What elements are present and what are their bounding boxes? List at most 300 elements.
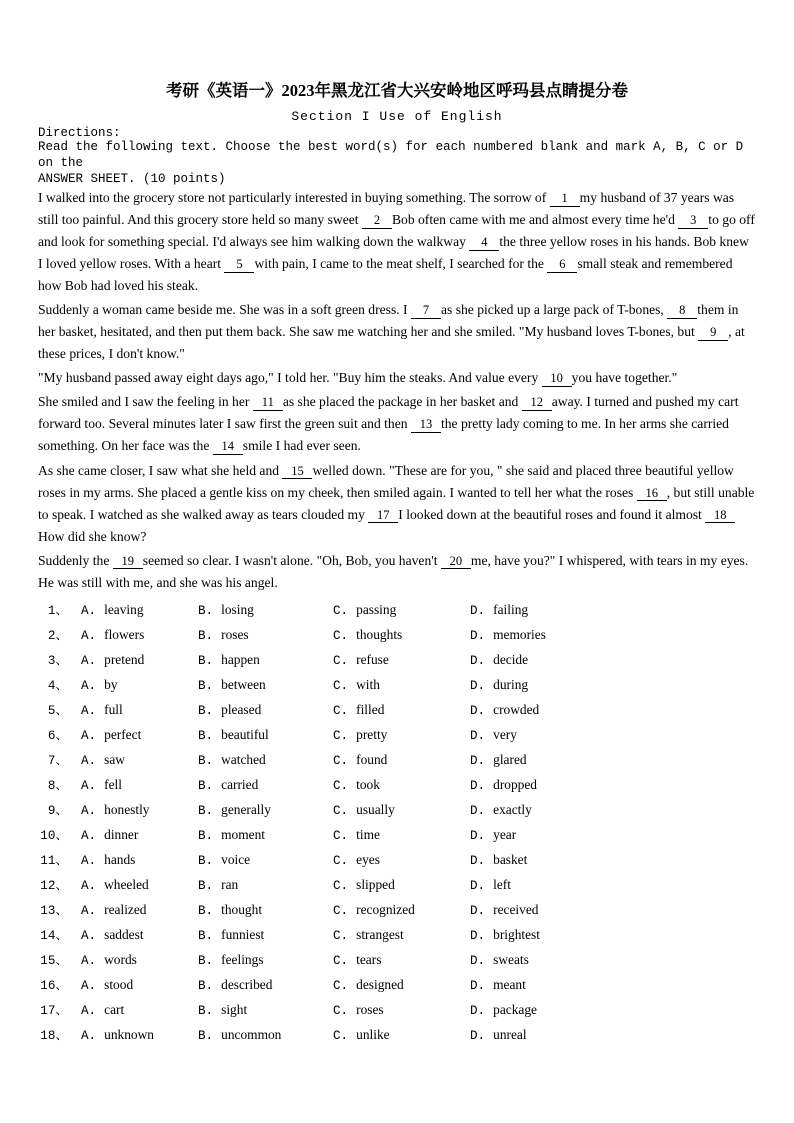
answer-option[interactable] <box>333 1003 470 1018</box>
option-text: recognized <box>356 901 415 917</box>
option-label: B. <box>198 703 214 718</box>
option-text: leaving <box>104 601 144 617</box>
passage-text: them in her basket, hesitated, and then put them back. She saw me watching her and she smiled. "My husband loves T-bones, but <box>38 302 739 340</box>
passage-paragraph <box>38 299 756 365</box>
option-label: B. <box>198 853 214 868</box>
option-text: thought <box>221 901 263 917</box>
option-label: C. <box>333 703 349 718</box>
question-row <box>38 1003 756 1028</box>
question-number: 10、 <box>40 828 68 843</box>
passage-paragraph <box>38 460 756 548</box>
question-number: 17、 <box>40 1003 68 1018</box>
cloze-blank-4[interactable]: 4 <box>469 236 499 251</box>
passage-text: with pain, I came to the meat shelf, I searched for the <box>254 256 544 272</box>
option-label: A. <box>81 1028 97 1043</box>
option-text: generally <box>221 801 271 817</box>
option-label: A. <box>81 803 97 818</box>
answer-option[interactable] <box>198 603 333 618</box>
option-label: B. <box>198 953 214 968</box>
question-row <box>38 703 756 728</box>
passage-text: you have together." <box>571 370 678 386</box>
option-text: unreal <box>493 1026 527 1042</box>
answer-option[interactable] <box>198 753 333 768</box>
option-label: D. <box>470 703 486 718</box>
passage-text: welled down. "These are for you, " she said and placed three beautiful yellow roses in my arms. She placed a gentle kiss on my cheek, then smiled again. I wanted to tell her what the roses <box>38 462 734 500</box>
answer-option[interactable] <box>470 653 610 668</box>
option-label: C. <box>333 1028 349 1043</box>
option-text: very <box>493 726 517 742</box>
option-label: B. <box>198 828 214 843</box>
option-label: A. <box>81 753 97 768</box>
answer-option[interactable] <box>81 753 198 768</box>
answer-option[interactable] <box>198 953 333 968</box>
cloze-blank-8[interactable]: 8 <box>667 304 697 319</box>
option-text: pretty <box>356 726 388 742</box>
option-label: C. <box>333 778 349 793</box>
cloze-blank-16[interactable]: 16 <box>637 487 667 502</box>
option-label: C. <box>333 953 349 968</box>
option-label: B. <box>198 903 214 918</box>
question-row <box>38 628 756 653</box>
option-text: meant <box>493 976 526 992</box>
option-label: D. <box>470 728 486 743</box>
answer-option[interactable] <box>81 953 198 968</box>
answer-option[interactable] <box>470 953 610 968</box>
passage-text: as she picked up a large pack of T-bones, <box>440 302 664 318</box>
option-label: B. <box>198 603 214 618</box>
answer-option[interactable] <box>198 1003 333 1018</box>
answer-option[interactable] <box>198 853 333 868</box>
passage-text: , but still unable to speak. I watched as she walked away as tears clouded my <box>38 484 755 522</box>
option-text: memories <box>493 626 546 642</box>
answer-option[interactable] <box>333 878 470 893</box>
passage-paragraph <box>38 367 756 389</box>
option-text: crowded <box>493 701 540 717</box>
answer-option[interactable] <box>333 828 470 843</box>
option-label: D. <box>470 978 486 993</box>
passage-text: As she came closer, I saw what she held and <box>38 462 280 478</box>
cloze-blank-9[interactable]: 9 <box>698 326 728 341</box>
option-text: beautiful <box>221 726 269 742</box>
answer-option[interactable] <box>81 803 198 818</box>
cloze-blank-13[interactable]: 13 <box>411 418 441 433</box>
section-heading: Section I Use of English <box>291 109 503 125</box>
cloze-blank-15[interactable]: 15 <box>282 465 312 480</box>
passage-text: seemed so clear. I wasn't alone. "Oh, Bob, you haven't <box>142 552 438 568</box>
cloze-blank-18[interactable]: 18 <box>705 509 735 524</box>
question-number: 2、 <box>47 628 68 643</box>
option-text: exactly <box>493 801 532 817</box>
option-text: stood <box>104 976 134 992</box>
option-label: C. <box>333 978 349 993</box>
option-text: flowers <box>104 626 145 642</box>
option-text: tears <box>356 951 382 967</box>
answer-option[interactable] <box>333 953 470 968</box>
passage-text: small steak and remembered how Bob had loved his steak. <box>38 256 733 294</box>
option-label: B. <box>198 878 214 893</box>
option-label: B. <box>198 653 214 668</box>
option-text: losing <box>221 601 254 617</box>
question-row <box>38 778 756 803</box>
passage-paragraph <box>38 391 756 457</box>
answer-option[interactable] <box>470 603 610 618</box>
option-label: D. <box>470 878 486 893</box>
answer-option[interactable] <box>333 678 470 693</box>
option-text: strangest <box>356 926 404 942</box>
directions-line-1: Read the following text. Choose the best word(s) for each numbered blank and mark A, B, C or D on the <box>38 140 744 171</box>
answer-option[interactable] <box>81 703 198 718</box>
question-number: 12、 <box>40 878 68 893</box>
option-text: thoughts <box>356 626 403 642</box>
passage-text: my husband of 37 years was still too painful. And this grocery store held so many sweet <box>38 190 735 228</box>
option-text: pretend <box>104 651 145 667</box>
option-label: D. <box>470 853 486 868</box>
answer-option[interactable] <box>333 903 470 918</box>
option-text: roses <box>221 626 249 642</box>
question-row <box>38 1028 756 1053</box>
answer-option[interactable] <box>470 728 610 743</box>
option-label: B. <box>198 928 214 943</box>
question-row <box>38 728 756 753</box>
option-text: by <box>104 676 118 692</box>
passage-text: , at these prices, I don't know." <box>38 324 745 362</box>
answer-option[interactable] <box>470 853 610 868</box>
option-text: eyes <box>356 851 380 867</box>
option-label: A. <box>81 728 97 743</box>
answer-option[interactable] <box>81 628 198 643</box>
option-label: C. <box>333 903 349 918</box>
option-text: slipped <box>356 876 395 892</box>
option-text: usually <box>356 801 395 817</box>
question-row <box>38 803 756 828</box>
answer-option[interactable] <box>470 628 610 643</box>
cloze-blank-3[interactable]: 3 <box>678 214 708 229</box>
option-label: D. <box>470 1028 486 1043</box>
question-number: 8、 <box>47 778 68 793</box>
option-label: C. <box>333 728 349 743</box>
cloze-blank-7[interactable]: 7 <box>411 304 441 319</box>
option-label: B. <box>198 1003 214 1018</box>
answer-option[interactable] <box>81 603 198 618</box>
answer-option[interactable] <box>470 778 610 793</box>
option-label: D. <box>470 953 486 968</box>
question-row <box>38 878 756 903</box>
option-label: C. <box>333 628 349 643</box>
answer-option[interactable] <box>198 878 333 893</box>
option-text: pleased <box>221 701 262 717</box>
option-text: hands <box>104 851 136 867</box>
answer-option[interactable] <box>470 878 610 893</box>
passage-text: me, have you?" I whispered, with tears in my eyes. He was still with me, and she was his angel. <box>38 552 749 590</box>
answer-option[interactable] <box>198 678 333 693</box>
answer-option[interactable] <box>81 878 198 893</box>
cloze-blank-19[interactable]: 19 <box>113 555 143 570</box>
question-row <box>38 653 756 678</box>
option-label: D. <box>470 628 486 643</box>
answer-option[interactable] <box>333 703 470 718</box>
passage-text: Suddenly a woman came beside me. She was in a soft green dress. I <box>38 302 408 318</box>
option-text: designed <box>356 976 404 992</box>
option-label: A. <box>81 1003 97 1018</box>
option-text: time <box>356 826 380 842</box>
answer-option[interactable] <box>81 928 198 943</box>
cloze-blank-1[interactable]: 1 <box>550 192 580 207</box>
option-text: found <box>356 751 388 767</box>
question-row <box>38 753 756 778</box>
answer-option[interactable] <box>470 828 610 843</box>
option-label: C. <box>333 803 349 818</box>
answer-option[interactable] <box>81 853 198 868</box>
option-label: C. <box>333 853 349 868</box>
answer-option[interactable] <box>81 1028 198 1043</box>
cloze-blank-20[interactable]: 20 <box>441 555 471 570</box>
option-text: moment <box>221 826 266 842</box>
answer-option[interactable] <box>470 1028 610 1043</box>
answer-option[interactable] <box>81 728 198 743</box>
cloze-blank-17[interactable]: 17 <box>368 509 398 524</box>
option-text: voice <box>221 851 251 867</box>
cloze-blank-11[interactable]: 11 <box>253 396 283 411</box>
question-row <box>38 853 756 878</box>
answer-option[interactable] <box>470 803 610 818</box>
question-number: 15、 <box>40 953 68 968</box>
option-label: C. <box>333 603 349 618</box>
option-text: failing <box>493 601 529 617</box>
option-text: package <box>493 1001 537 1017</box>
option-text: unknown <box>104 1026 154 1042</box>
option-text: decide <box>493 651 529 667</box>
option-label: C. <box>333 828 349 843</box>
option-label: D. <box>470 753 486 768</box>
answer-option[interactable] <box>81 1003 198 1018</box>
option-label: D. <box>470 678 486 693</box>
option-text: dinner <box>104 826 139 842</box>
directions-line-2: ANSWER SHEET. (10 points) <box>38 171 226 186</box>
answer-option[interactable] <box>333 803 470 818</box>
option-text: funniest <box>221 926 265 942</box>
option-text: perfect <box>104 726 142 742</box>
option-text: carried <box>221 776 259 792</box>
option-label: C. <box>333 653 349 668</box>
option-text: happen <box>221 651 260 667</box>
answer-option[interactable] <box>470 903 610 918</box>
question-number: 4、 <box>47 678 68 693</box>
passage-text: away. I turned and pushed my cart forward too. Several minutes later I saw first the green suit and then <box>38 394 739 432</box>
cloze-blank-10[interactable]: 10 <box>542 372 572 387</box>
passage-text: the pretty lady coming to me. In her arms she carried something. On her face was the <box>38 416 729 454</box>
option-text: left <box>493 876 511 892</box>
answer-option[interactable] <box>470 753 610 768</box>
option-label: A. <box>81 603 97 618</box>
answer-option[interactable] <box>81 828 198 843</box>
answer-option[interactable] <box>198 903 333 918</box>
option-label: A. <box>81 678 97 693</box>
answer-option[interactable] <box>333 928 470 943</box>
passage-text: Bob often came with me and almost every time he'd <box>391 212 675 228</box>
option-text: basket <box>493 851 528 867</box>
answer-option[interactable] <box>81 778 198 793</box>
cloze-blank-2[interactable]: 2 <box>362 214 392 229</box>
question-row <box>38 978 756 1003</box>
option-label: A. <box>81 903 97 918</box>
question-number: 9、 <box>47 803 68 818</box>
option-label: D. <box>470 778 486 793</box>
option-label: C. <box>333 928 349 943</box>
option-label: D. <box>470 803 486 818</box>
option-label: D. <box>470 928 486 943</box>
cloze-passage <box>38 187 756 593</box>
question-number: 13、 <box>40 903 68 918</box>
question-row <box>38 828 756 853</box>
question-row <box>38 603 756 628</box>
question-number: 18、 <box>40 1028 68 1043</box>
option-label: A. <box>81 628 97 643</box>
option-text: ran <box>221 876 239 892</box>
option-text: during <box>493 676 529 692</box>
option-label: A. <box>81 703 97 718</box>
option-text: cart <box>104 1001 125 1017</box>
option-label: C. <box>333 878 349 893</box>
question-list <box>38 603 756 1053</box>
option-label: D. <box>470 653 486 668</box>
answer-option[interactable] <box>81 903 198 918</box>
option-label: A. <box>81 928 97 943</box>
answer-option[interactable] <box>198 728 333 743</box>
question-row <box>38 928 756 953</box>
directions-label: Directions: <box>38 126 121 141</box>
option-label: A. <box>81 853 97 868</box>
cloze-blank-12[interactable]: 12 <box>522 396 552 411</box>
question-number: 5、 <box>47 703 68 718</box>
answer-option[interactable] <box>81 678 198 693</box>
option-text: roses <box>356 1001 384 1017</box>
answer-option[interactable] <box>198 928 333 943</box>
option-text: wheeled <box>104 876 149 892</box>
option-text: with <box>356 676 380 692</box>
answer-option[interactable] <box>198 778 333 793</box>
answer-option[interactable] <box>470 703 610 718</box>
option-label: D. <box>470 828 486 843</box>
passage-text: as she placed the package in her basket and <box>282 394 519 410</box>
option-label: A. <box>81 978 97 993</box>
option-label: C. <box>333 1003 349 1018</box>
answer-option[interactable] <box>333 628 470 643</box>
option-text: uncommon <box>221 1026 282 1042</box>
page-title: 考研《英语一》2023年黑龙江省大兴安岭地区呼玛县点睛提分卷 <box>166 81 628 100</box>
answer-option[interactable] <box>81 978 198 993</box>
option-text: realized <box>104 901 147 917</box>
question-row <box>38 678 756 703</box>
option-text: honestly <box>104 801 150 817</box>
option-text: feelings <box>221 951 264 967</box>
option-text: glared <box>493 751 527 767</box>
option-label: C. <box>333 678 349 693</box>
option-label: B. <box>198 678 214 693</box>
answer-option[interactable] <box>470 678 610 693</box>
option-label: B. <box>198 753 214 768</box>
option-text: passing <box>356 601 397 617</box>
option-label: B. <box>198 1028 214 1043</box>
option-label: B. <box>198 778 214 793</box>
answer-option[interactable] <box>333 753 470 768</box>
question-row <box>38 953 756 978</box>
answer-option[interactable] <box>470 1003 610 1018</box>
answer-option[interactable] <box>333 978 470 993</box>
answer-option[interactable] <box>198 628 333 643</box>
option-text: took <box>356 776 380 792</box>
option-label: A. <box>81 878 97 893</box>
option-text: dropped <box>493 776 538 792</box>
option-text: received <box>493 901 539 917</box>
cloze-blank-6[interactable]: 6 <box>547 258 577 273</box>
cloze-blank-5[interactable]: 5 <box>224 258 254 273</box>
answer-option[interactable] <box>333 728 470 743</box>
answer-option[interactable] <box>470 978 610 993</box>
passage-paragraph <box>38 187 756 297</box>
passage-text: smile I had ever seen. <box>242 438 361 454</box>
option-label: D. <box>470 603 486 618</box>
option-text: filled <box>356 701 385 717</box>
answer-option[interactable] <box>198 803 333 818</box>
answer-option[interactable] <box>198 703 333 718</box>
option-text: sight <box>221 1001 248 1017</box>
option-label: B. <box>198 728 214 743</box>
option-text: between <box>221 676 266 692</box>
answer-option[interactable] <box>198 1028 333 1043</box>
passage-text: Suddenly the <box>38 552 110 568</box>
passage-paragraph <box>38 550 756 594</box>
option-text: unlike <box>356 1026 390 1042</box>
cloze-blank-14[interactable]: 14 <box>213 440 243 455</box>
option-text: refuse <box>356 651 389 667</box>
question-number: 1、 <box>47 603 68 618</box>
answer-option[interactable] <box>333 603 470 618</box>
answer-option[interactable] <box>333 653 470 668</box>
option-text: fell <box>104 776 122 792</box>
option-text: full <box>104 701 123 717</box>
option-text: year <box>493 826 517 842</box>
question-row <box>38 903 756 928</box>
option-label: B. <box>198 803 214 818</box>
answer-option[interactable] <box>198 978 333 993</box>
option-label: A. <box>81 778 97 793</box>
option-label: D. <box>470 903 486 918</box>
answer-option[interactable] <box>333 853 470 868</box>
answer-option[interactable] <box>198 828 333 843</box>
option-label: A. <box>81 953 97 968</box>
answer-option[interactable] <box>333 1028 470 1043</box>
question-number: 7、 <box>47 753 68 768</box>
option-label: D. <box>470 1003 486 1018</box>
passage-text: "My husband passed away eight days ago," I told her. "Buy him the steaks. And value every <box>38 370 539 386</box>
option-label: C. <box>333 753 349 768</box>
question-number: 3、 <box>47 653 68 668</box>
option-text: sweats <box>493 951 529 967</box>
question-number: 11、 <box>40 853 68 868</box>
answer-option[interactable] <box>81 653 198 668</box>
option-label: A. <box>81 828 97 843</box>
option-text: saw <box>104 751 125 767</box>
question-number: 14、 <box>40 928 68 943</box>
passage-text: to go off and look for something special. I'd always see him walking down the walkway <box>38 212 755 250</box>
answer-option[interactable] <box>333 778 470 793</box>
answer-option[interactable] <box>198 653 333 668</box>
option-text: described <box>221 976 273 992</box>
option-text: words <box>104 951 137 967</box>
option-label: B. <box>198 628 214 643</box>
option-text: brightest <box>493 926 540 942</box>
answer-option[interactable] <box>470 928 610 943</box>
